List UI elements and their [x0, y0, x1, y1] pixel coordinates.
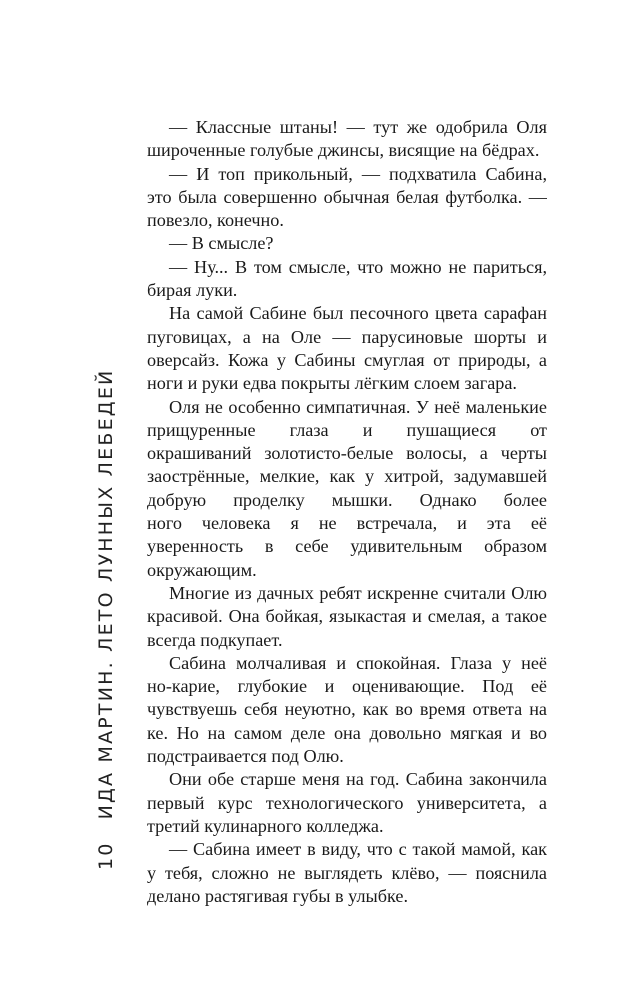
page-number: 10	[95, 841, 117, 870]
text-line: Оля не особенно симпатичная. У неё маленькие	[169, 396, 547, 417]
text-line: оверсайз. Кожа у Сабины смуглая от природы, а	[147, 349, 547, 370]
text-line: прищуренные глаза и пушащиеся от	[147, 419, 547, 440]
text-line: но-карие, глубокие и оценивающие. Под её	[147, 676, 547, 697]
text-line: делано растягивая губы в улыбке.	[147, 885, 408, 906]
text-line: третий кулинарного колледжа.	[147, 815, 384, 836]
text-line: первый курс технологического университета, а	[147, 792, 547, 813]
text-line: пуговицах, а на Оле — парусиновые шорты и	[147, 326, 547, 347]
text-line: — Классные штаны! — тут же одобрила Оля	[169, 117, 547, 137]
body-text	[147, 116, 547, 908]
text-line: ноги и руки едва покрыты лёгким слоем загара.	[147, 373, 517, 394]
text-line: у тебя, сложно не выглядеть клёво, — пояснила	[147, 862, 547, 883]
text-line: Сабина молчаливая и спокойная. Глаза у неё	[169, 652, 547, 673]
text-line: Они обе старше меня на год. Сабина закончила	[169, 769, 547, 790]
text-line: ке. Но на самом деле она довольно мягкая и во	[147, 722, 547, 743]
text-line: окрашиваний золотисто-белые волосы, а черты	[147, 443, 547, 464]
text-line: добрую проделку мышки. Однако более	[147, 489, 547, 510]
text-line: — Ну... В том смысле, что можно не париться,	[169, 256, 547, 277]
text-line: это была совершенно обычная белая футболка. —	[147, 186, 547, 207]
text-line: повезло, конечно.	[147, 210, 284, 231]
text-line: бирая луки.	[147, 280, 238, 301]
text-line: — И топ прикольный, — подхватила Сабина,	[169, 163, 547, 184]
running-head	[95, 369, 117, 870]
text-line: Многие из дачных ребят искренне считали Олю	[169, 582, 547, 603]
text-line: уверенность в себе удивительным образом	[147, 536, 547, 557]
text-line: красивой. Она бойкая, языкастая и смелая, а такое	[147, 606, 547, 627]
text-line: окружающим.	[147, 559, 257, 580]
text-line: ного человека я не встречала, и эта её	[147, 513, 547, 534]
text-line: — В смысле?	[169, 233, 274, 254]
text-line: заострённые, мелкие, как у хитрой, задумавшей	[147, 466, 547, 487]
text-line: На самой Сабине был песочного цвета сарафан	[169, 303, 547, 324]
running-head-title: ИДА МАРТИН. ЛЕТО ЛУННЫХ ЛЕБЕДЕЙ	[95, 368, 117, 820]
text-line: подстраивается под Олю.	[147, 746, 344, 767]
text-line: широченные голубые джинсы, висящие на бёдрах.	[147, 140, 540, 161]
text-line: чувствуешь себя неуютно, как во время ответа на	[147, 699, 547, 720]
text-line: всегда подкупает.	[147, 629, 283, 650]
text-line: — Сабина имеет в виду, что с такой мамой, как	[169, 839, 547, 860]
